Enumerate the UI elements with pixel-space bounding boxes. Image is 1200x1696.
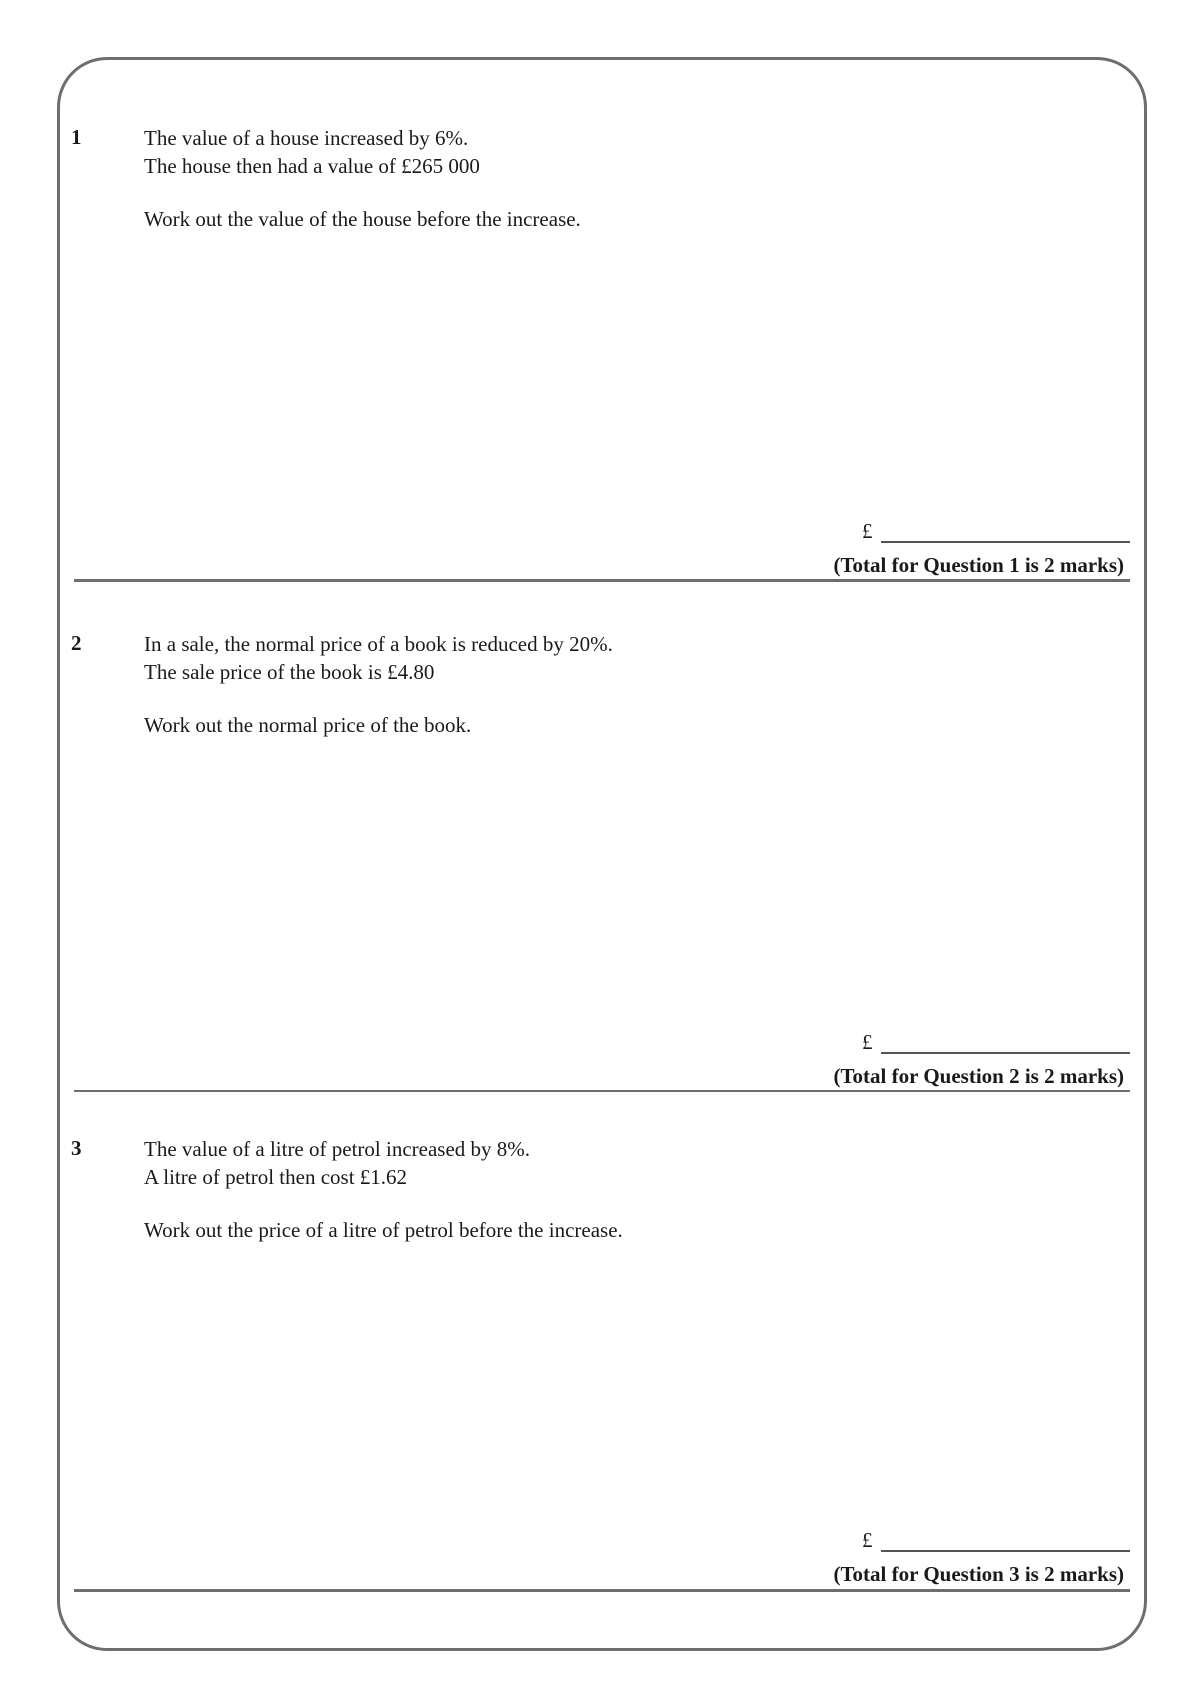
page-border — [57, 57, 1147, 1651]
currency-symbol: £ — [862, 519, 873, 543]
spacer — [144, 1191, 623, 1216]
question-number: 2 — [71, 631, 82, 655]
answer-field[interactable] — [862, 1528, 1130, 1558]
answer-line[interactable] — [881, 1052, 1130, 1054]
question-divider — [74, 1589, 1130, 1592]
question-number: 3 — [71, 1136, 82, 1160]
question-line: The value of a litre of petrol increased by 8%. — [144, 1137, 531, 1161]
question-line: The house then had a value of £265 000 — [144, 154, 480, 178]
question-text — [144, 630, 613, 739]
question-line: The sale price of the book is £4.80 — [144, 660, 435, 684]
answer-line[interactable] — [881, 541, 1130, 543]
question-text — [144, 124, 581, 233]
spacer — [144, 180, 581, 205]
question-instruction: Work out the value of the house before the increase. — [144, 207, 581, 231]
answer-field[interactable] — [862, 519, 1130, 549]
question-text — [144, 1135, 623, 1244]
question-total: (Total for Question 1 is 2 marks) — [833, 553, 1124, 577]
currency-symbol: £ — [862, 1528, 873, 1552]
answer-field[interactable] — [862, 1030, 1130, 1060]
answer-line[interactable] — [881, 1550, 1130, 1552]
question-divider — [74, 1090, 1130, 1092]
spacer — [144, 686, 613, 711]
question-line: A litre of petrol then cost £1.62 — [144, 1165, 408, 1189]
question-divider — [74, 579, 1130, 582]
question-total: (Total for Question 3 is 2 marks) — [833, 1562, 1124, 1586]
question-line: The value of a house increased by 6%. — [144, 126, 469, 150]
question-instruction: Work out the normal price of the book. — [144, 713, 472, 737]
question-total: (Total for Question 2 is 2 marks) — [833, 1064, 1124, 1088]
question-instruction: Work out the price of a litre of petrol before the increase. — [144, 1218, 623, 1242]
question-line: In a sale, the normal price of a book is reduced by 20%. — [144, 632, 613, 656]
currency-symbol: £ — [862, 1030, 873, 1054]
question-number: 1 — [71, 125, 82, 149]
